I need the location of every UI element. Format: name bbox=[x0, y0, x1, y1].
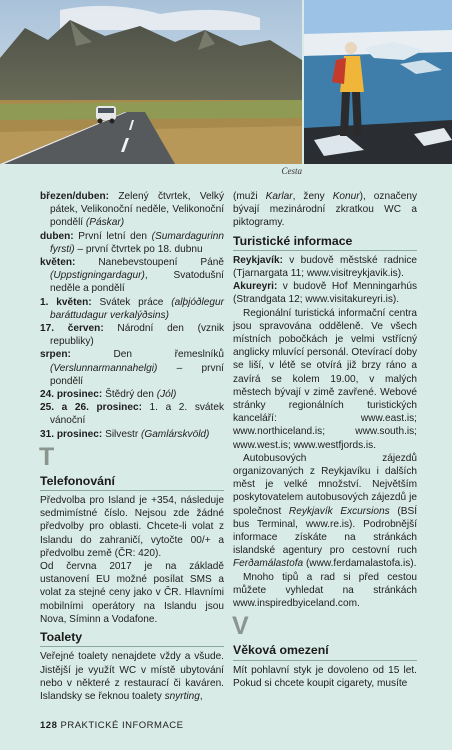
page-footer bbox=[40, 720, 184, 731]
text-run: (Uppstigningardagur) bbox=[50, 270, 145, 282]
holiday-entry bbox=[40, 348, 224, 388]
text-run: 1. a 2. svátek vánoční bbox=[50, 402, 224, 427]
text-run: Veřejné toalety nenajdete vždy a všude. Jistější je využít WC v místě ubytování nebo v některé z restaurací či kaváren. Islandsky se řeknou toalety bbox=[40, 651, 224, 702]
text-run: snyrting bbox=[164, 690, 200, 702]
text-run: (alþjóðlegur baráttudagur verkalýðsins) bbox=[50, 296, 224, 321]
text-run: v budově městské radnice (Tjarnargata 11; www.visitreykjavik.is). bbox=[233, 254, 417, 280]
age-paragraph: Mít pohlavní styk je dovoleno od 15 let. Pokud si chcete koupit cigarety, musíte bbox=[233, 664, 417, 689]
right-column bbox=[233, 190, 417, 690]
photo-caption: Cesta bbox=[281, 166, 302, 176]
text-run: 1. květen: bbox=[40, 296, 92, 308]
text-run: Ferðamálastofa bbox=[233, 558, 304, 570]
text-run: (Verslunnarmannahelgi) bbox=[50, 362, 158, 374]
text-run: srpen: bbox=[40, 349, 71, 361]
text-run: Reykjavík: bbox=[233, 254, 283, 266]
text-run: březen/duben: bbox=[40, 191, 109, 202]
office-reykjavik bbox=[233, 254, 417, 280]
holiday-entry bbox=[40, 388, 224, 401]
text-run: – první čtvrtek po 18. dubnu bbox=[74, 243, 203, 255]
text-run: Karlar bbox=[265, 191, 293, 202]
holiday-entry bbox=[40, 256, 224, 296]
holiday-list bbox=[40, 190, 224, 441]
toilets-paragraph bbox=[40, 650, 224, 703]
tourist-paragraph-1: Regionální turistická informační centra jsou spravována odděleně. Ve všech místních pobočkách je velmi vstřícný anglicky mluvící personál. Otevírací doby se liší, v létě se otvírá již brzy ráno a zavírá se kolem 19.00, v malých městech bývají v zimě zavřené. Webové stránky regionálních turistických kanceláří: www.east.is; www.northiceland.is; www.south.is; www.west.is; www.westfjords.is. bbox=[233, 307, 418, 451]
holiday-entry bbox=[40, 296, 224, 322]
section-letter-v: V bbox=[232, 612, 249, 641]
text-run: (Jól) bbox=[156, 389, 177, 401]
left-column bbox=[40, 190, 224, 703]
section-name: PRAKTICKÉ INFORMACE bbox=[60, 720, 184, 731]
photo-strip bbox=[0, 0, 452, 164]
phone-paragraph-2: Od června 2017 je na základě ustanovení EU možné posílat SMS a volat za stejné ceny jako v ČR. Hlavními mobilními operátory na Islandu jsou Nova, Síminn a Vodafone. bbox=[40, 561, 224, 625]
text-run: (Sumardagurinn fyrsti) bbox=[50, 230, 224, 255]
text-run: 24. prosinec: bbox=[40, 389, 103, 401]
text-run: , ženy bbox=[292, 191, 333, 202]
text-run: Národní den (vznik republiky) bbox=[50, 323, 224, 348]
text-run: (muži bbox=[233, 191, 266, 202]
text-run: Štědrý den bbox=[102, 389, 157, 401]
section-letter-t: T bbox=[39, 442, 55, 471]
text-run: Zelený čtvrtek, Velký pátek, Velikonoční neděle, Velikonoční pondělí bbox=[50, 191, 224, 229]
text-run: (BSÍ bus Terminal, www.re.is). Podrobnější informace získáte na stránkách islandské agentury pro cestovní ruch bbox=[233, 505, 417, 557]
office-akureyri bbox=[233, 280, 417, 306]
holiday-entry bbox=[40, 230, 224, 256]
holiday-entry bbox=[40, 190, 224, 230]
text-run: 25. a 26. prosinec: bbox=[40, 402, 142, 414]
heading-tourist-info: Turistické informace bbox=[233, 235, 417, 251]
text-run: Akureyri: bbox=[233, 281, 278, 293]
text-run: (www.ferdamalastofa.is). bbox=[303, 558, 417, 570]
text-run: , Svatodušní neděle a pondělí bbox=[50, 270, 224, 295]
glacier-lagoon-photo bbox=[304, 0, 452, 164]
text-run: Reykjavík Excursions bbox=[288, 505, 390, 517]
heading-phone: Telefonování bbox=[40, 475, 224, 491]
text-run: v budově Hof Menningarhús (Strandgata 12; www.visitakureyri.is). bbox=[233, 281, 417, 306]
tourist-paragraph-3: Mnoho tipů a rad si před cestou můžete vyhledat na stránkách www.inspiredbyiceland.com. bbox=[233, 571, 417, 610]
text-run: (Gamlárskvöld) bbox=[140, 428, 210, 440]
holiday-entry bbox=[40, 322, 224, 348]
text-run: Svátek práce bbox=[91, 296, 172, 308]
page-number: 128 bbox=[40, 720, 58, 731]
text-run: 17. červen: bbox=[40, 323, 104, 335]
text-run: Den řemeslníků bbox=[70, 349, 224, 361]
heading-age-limits: Věková omezení bbox=[233, 644, 417, 660]
text-run: (Páskar) bbox=[85, 217, 125, 229]
text-run: Nanebevstoupení Páně bbox=[75, 257, 224, 269]
heading-toilets: Toalety bbox=[40, 631, 224, 647]
text-run: 31. prosinec: bbox=[40, 428, 103, 440]
holiday-entry bbox=[40, 428, 224, 441]
text-run: duben: bbox=[40, 230, 74, 242]
holiday-entry bbox=[40, 401, 224, 427]
text-run: Silvestr bbox=[102, 428, 141, 440]
text-run: ), označeny bývají mezinárodní zkratkou WC a piktogramy. bbox=[233, 191, 417, 229]
text-run: – první pondělí bbox=[50, 362, 224, 387]
road-landscape-photo bbox=[0, 0, 302, 164]
text-run: , bbox=[199, 690, 203, 702]
text-run: Autobusových zájezdů organizovaných z Reykjavíku i dalších měst je velké množství. Největším poskytovatelem autobusových zájezdů je společnost bbox=[233, 452, 417, 517]
text-run: květen: bbox=[40, 257, 76, 269]
text-run: První letní den bbox=[73, 230, 152, 242]
tourist-paragraph-2 bbox=[233, 452, 417, 571]
phone-paragraph-1: Předvolba pro Island je +354, následuje sedmimístné číslo. Nejsou zde žádné předvolby pro oblasti. Chcete-li volat z Islandu do zahraničí, vytočte 00/+ a předvolbu země (ČR: 420). bbox=[40, 495, 224, 559]
text-run: Konur bbox=[332, 191, 360, 202]
toilets-paragraph-continued bbox=[233, 190, 417, 230]
